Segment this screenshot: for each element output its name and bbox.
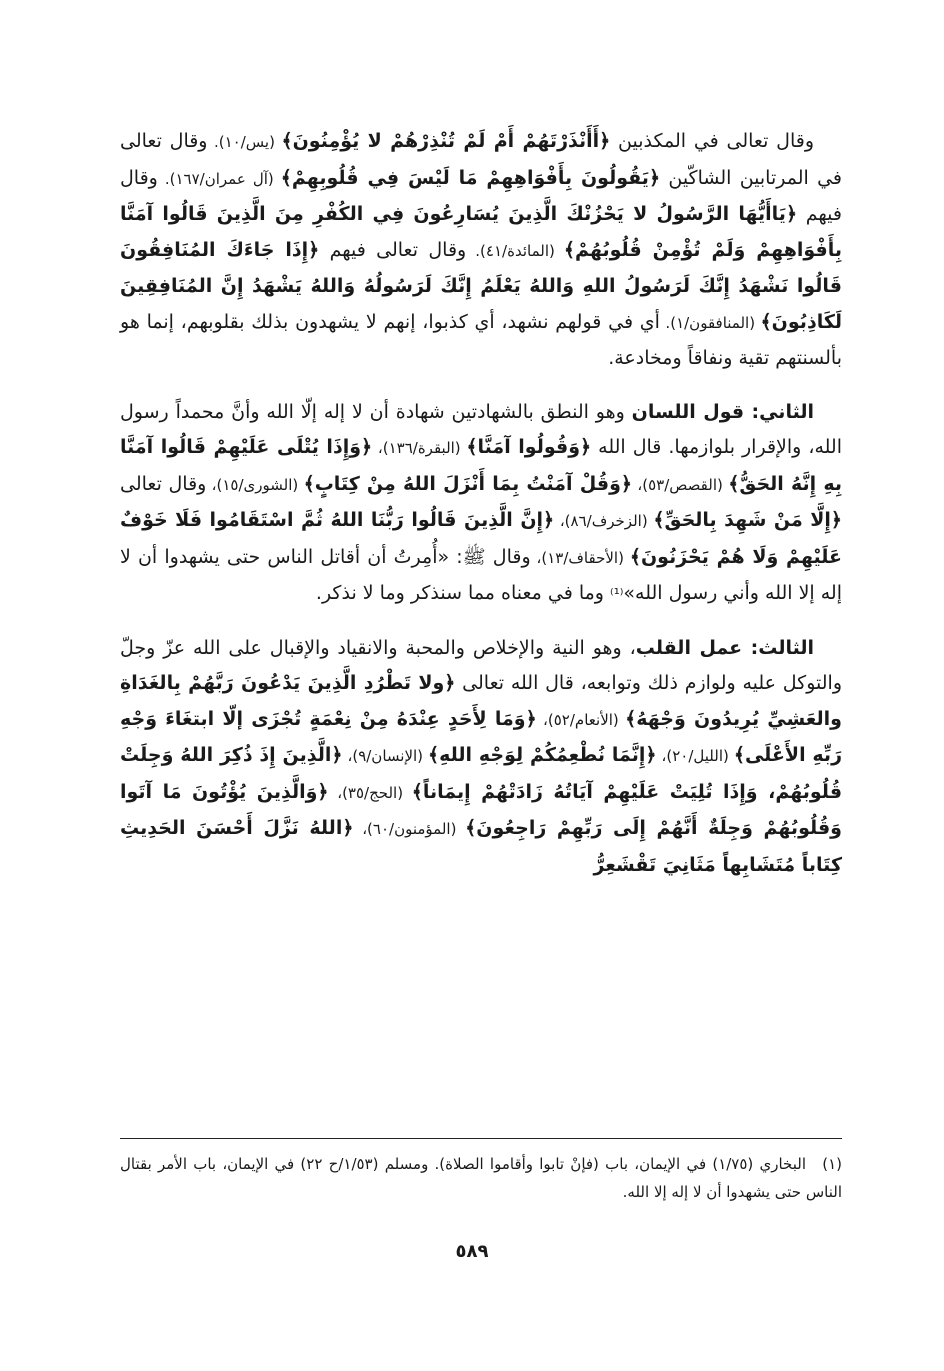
- quran-verse: ﴿وَمَا لِأَحَدٍ عِنْدَهُ مِنْ نِعْمَةٍ تُجْزَى إلّا ابتغَاءَ وَجْهِ رَبِّهِ الأَعْلَى﴾: [120, 707, 843, 766]
- text-segment: ، وهو النية والإخلاص والمحبة والانقياد والإقبال على الله عزّ وجلّ والتوكل عليه ولوازم ذلك وتوابعه، قال الله تعالى: [120, 636, 842, 694]
- verse-reference: (الليل/٢٠)،: [656, 747, 734, 765]
- quran-verse: ﴿إِلَّا مَنْ شَهِدَ بِالحَقِّ﴾: [653, 509, 843, 531]
- verse-reference: (الأنعام/٥٢)،: [536, 710, 626, 729]
- footnote: [120, 1150, 842, 1206]
- verse-reference: (المؤمنون/٦٠)،: [353, 820, 466, 838]
- text-segment: وقال فيهم: [120, 166, 842, 225]
- page-number: ٥٨٩: [455, 1241, 489, 1262]
- quran-verse: ﴿يَقُولُونَ بِأَفْوَاهِهِمْ مَا لَيْسَ فِي قُلُوبِهِمْ﴾: [280, 166, 661, 189]
- text-segment: وما في معناه مما سنذكر وما لا نذكر.: [315, 582, 611, 604]
- quran-verse: ﴿إِذَا جَاءَكَ المُنَافِقُونَ قَالُوا نَشْهَدُ إِنَّكَ لَرَسُولُ اللهِ وَاللهُ يَعْلَمُ إِنَّكَ لَرَسُولُهُ وَاللهُ يَشْهَدُ إِنَّ المُنَافِقِينَ لَكَاذِبُونَ﴾: [120, 238, 843, 333]
- quran-verse: ﴿الَّذِينَ إِذَ ذُكِرَ اللهُ وَجِلَتْ قُلُوبُهُمْ، وَإِذَا تُلِيَتْ عَلَيْهِمْ آيَاتُهُ زَادَتْهُمْ إِيمَاناً﴾: [120, 744, 843, 803]
- verse-reference: (يس/١٠).: [207, 133, 282, 151]
- paragraph-1: [120, 124, 842, 377]
- text-segment: وقال تعالى في المكذبين: [610, 130, 814, 152]
- verse-reference: (المائدة/٤١).: [466, 241, 564, 260]
- quran-verse: ﴿وَقُولُوا آمَنَّا﴾: [466, 436, 592, 458]
- quran-verse: ﴿إِنَّ الَّذِينَ قَالُوا رَبُّنَا اللهُ ثُمَّ اسْتَقَامُوا فَلَا خَوْفٌ عَلَيْهِمْ وَلَا هُمْ يَحْزَنُونَ﴾: [120, 509, 842, 568]
- paragraph-3: [120, 631, 842, 884]
- quran-verse: ﴿أَأَنْذَرْتَهُمْ أَمْ لَمْ تُنْذِرْهُمْ لا يُؤْمِنُونَ﴾: [281, 130, 611, 152]
- quran-verse: ﴿إِنَّمَا نُطْعِمُكُمْ لِوَجْهِ اللهِ﴾: [428, 744, 657, 766]
- text-segment: أي في قولهم نشهد، أي كذبوا، إنهم لا يشهدون بذلك بقلوبهم، إنما هو بألسنتهم تقية ونفاقاً ومخادعة.: [120, 310, 842, 369]
- footnote-number: (١): [822, 1155, 842, 1173]
- footnote-divider: [120, 1138, 842, 1139]
- quran-verse: ﴿يَاأَيُّهَا الرَّسُولُ لا يَحْزُنْكَ الَّذِينَ يُسَارِعُونَ فِي الكُفْرِ مِنَ الَّذِينَ قَالُوا آمَنَّا بِأَفْوَاهِهِمْ وَلَمْ تُؤْمِنْ قُلُوبُهُمْ﴾: [120, 203, 843, 261]
- quran-verse: ﴿ولا تَطْرُدِ الَّذِينَ يَدْعُونَ رَبَّهُمْ بِالغَدَاةِ والعَشِيِّ يُرِيدُونَ وَجْهَهُ﴾: [120, 672, 842, 730]
- verse-reference: (البقرة/١٣٦)،: [372, 439, 467, 457]
- quran-verse: ﴿اللهُ نَزَّلَ أَحْسَنَ الحَدِيثِ كِتَاباً مُتَشَابِهاً مَثَانِيَ تَقْشَعِرُّ: [120, 817, 842, 876]
- quran-verse: ﴿وَقُلْ آمَنْتُ بِمَا أَنْزَلَ اللهُ مِنْ كِتَابٍ﴾: [303, 472, 633, 495]
- text-segment: وقال تعالى: [120, 472, 207, 495]
- text-segment: وقال تعالى في المرتابين الشاكّين: [120, 130, 843, 189]
- quran-verse: ﴿وَالَّذِينَ يُؤْتُونَ مَا آتَوا وَقُلُوبُهُمْ وَجِلَةٌ أَنَّهُمْ إِلَى رَبِّهِمْ رَاجِعُونَ﴾: [120, 780, 842, 839]
- text-segment: وقال تعالى فيهم: [319, 238, 467, 261]
- paragraph-2: [120, 395, 842, 613]
- text-segment: وهو النطق بالشهادتين شهادة أن لا إله إلّا الله وأنَّ محمداً رسول الله، والإقرار بلوازمها. قال الله: [120, 400, 843, 458]
- page-body: [120, 124, 842, 901]
- verse-reference: (الإنسان/٩)،: [342, 747, 429, 765]
- section-heading: الثالث: عمل القلب: [635, 636, 814, 659]
- verse-reference: (الشورى/١٥)،: [206, 475, 304, 494]
- footnote-marker[interactable]: ⁽¹⁾: [610, 585, 624, 603]
- verse-reference: (الأحقاف/١٣)،: [530, 548, 630, 567]
- section-heading: الثاني: قول اللسان: [631, 400, 814, 423]
- verse-reference: (الزخرف/٨٦)،: [554, 512, 654, 530]
- quran-verse: ﴿وَإِذَا يُتْلَى عَلَيْهِمْ قَالُوا آمَنَّا بِهِ إِنَّهُ الحَقُّ﴾: [120, 436, 842, 495]
- hadith-text: وقال ﷺ: «أُمِرتُ أن أقاتل الناس حتى يشهدوا أن لا إله إلا الله وأني رسول الله»: [120, 545, 842, 604]
- verse-reference: (آل عمران/١٦٧).: [157, 169, 281, 188]
- verse-reference: (القصص/٥٣)،: [632, 475, 729, 494]
- footnote-text: البخاري (١/٧٥) في الإيمان، باب (فإنْ تابوا وأقاموا الصلاة). ومسلم (١/٥٣/ح ٢٢) في الإيمان، باب الأمر بقتال الناس حتى يشهدوا أن لا إله إلا الله.: [120, 1155, 842, 1201]
- verse-reference: (المنافقون/١).: [659, 313, 761, 332]
- verse-reference: (الحج/٣٥)،: [328, 783, 412, 802]
